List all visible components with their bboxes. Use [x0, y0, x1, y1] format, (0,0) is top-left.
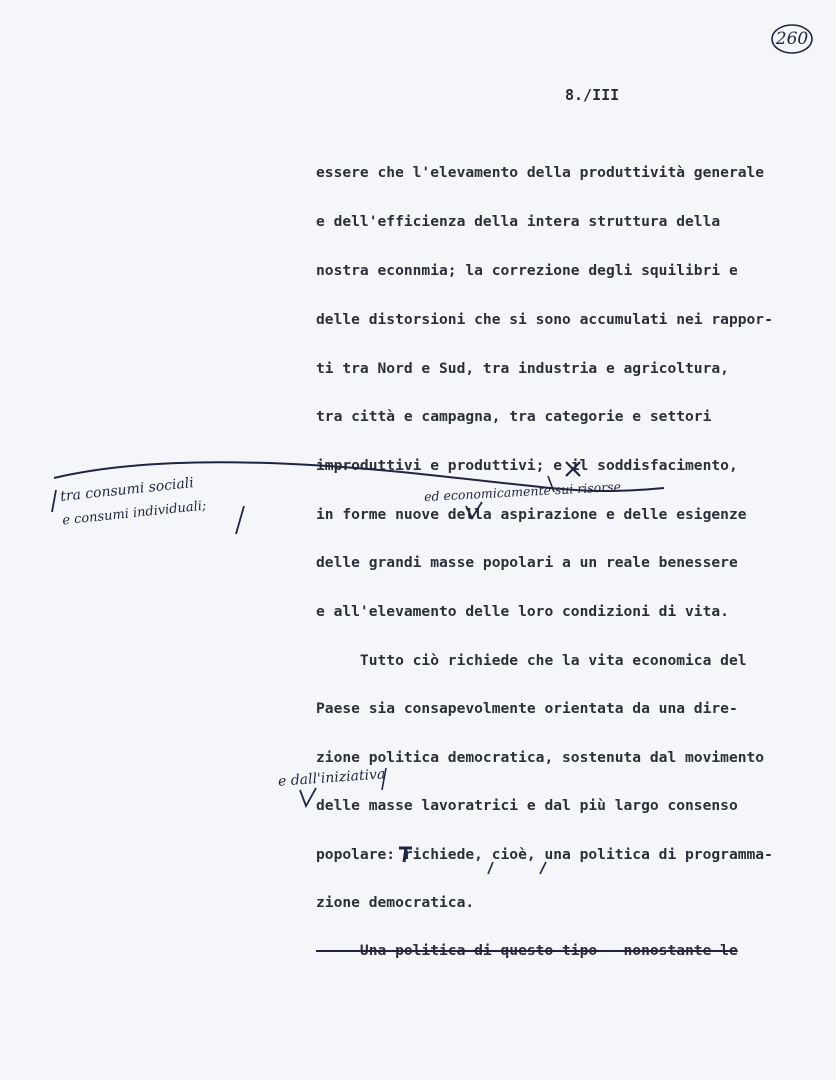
body-line: delle grandi masse popolari a un reale benessere	[316, 554, 738, 571]
body-line: nostra econnmia; la correzione degli squilibri e	[316, 262, 738, 279]
body-line: improduttivi e produttivi; e il soddisfacimento,	[316, 457, 738, 474]
page-number-stamp	[768, 22, 816, 56]
body-line: e dell'efficienza della intera struttura della	[316, 213, 721, 230]
body-line: popolare: richiede, cioè, una politica di programma-	[316, 846, 773, 863]
struck-line: Una politica di questo tipo - nonostante le	[316, 942, 738, 959]
body-line: zione politica democratica, sostenuta dal movimento	[316, 749, 765, 766]
body-line: delle masse lavoratrici e dal più largo consenso	[316, 797, 738, 814]
body-line: delle distorsioni che si sono accumulati nei rappor-	[316, 311, 773, 328]
body-line: tra città e campagna, tra categorie e settori	[316, 408, 712, 425]
interlinear-note: ed economicamente sui risorse	[423, 478, 622, 505]
body-line: zione democratica.	[316, 894, 475, 911]
insertion-note: e dall'iniziativa	[277, 766, 386, 790]
body-line: Tutto ciò richiede che la vita economica del	[316, 652, 747, 669]
page-number: 260	[775, 29, 809, 49]
body-line: essere che l'elevamento della produttività generale	[316, 164, 765, 181]
page-marker: 8./III	[565, 86, 620, 104]
margin-note-line2: e consumi individuali;	[61, 498, 208, 529]
body-line: e all'elevamento delle loro condizioni di vita.	[316, 603, 729, 620]
body-line: ti tra Nord e Sud, tra industria e agricoltura,	[316, 360, 729, 377]
body-line: Paese sia consapevolmente orientata da una dire-	[316, 700, 738, 717]
margin-note-line1: tra consumi sociali	[59, 475, 195, 505]
body-line: in forme nuove della aspirazione e delle esigenze	[316, 506, 747, 523]
